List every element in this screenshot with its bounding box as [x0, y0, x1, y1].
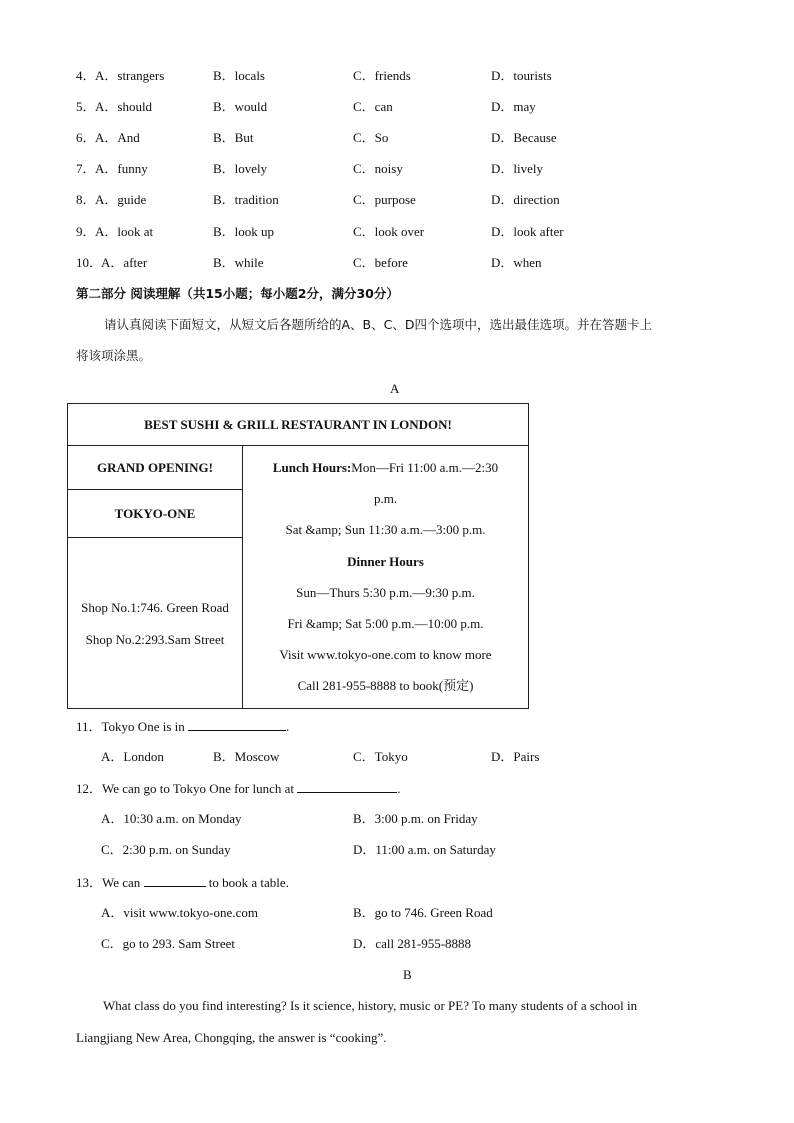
option-c: C．So: [353, 130, 389, 145]
ad-grand-opening: GRAND OPENING!: [68, 446, 242, 490]
option-d: D．Pairs: [491, 749, 540, 764]
option-a: A．London: [101, 749, 164, 764]
question-number: 8．: [76, 192, 96, 207]
ad-call-to-book: Call 281-955-8888 to book(预定): [297, 678, 474, 693]
question-stem: [76, 872, 289, 893]
question-stem: [76, 778, 401, 799]
option-a: 4．: [76, 68, 96, 83]
option-d: D．may: [491, 99, 536, 114]
option-b: B．3:00 p.m. on Friday: [353, 811, 478, 826]
question-number: 10．: [76, 255, 103, 270]
ad-lunch-weekday: Mon—Fri 11:00 a.m.—2:30: [351, 460, 499, 475]
option-c: C．friends: [353, 68, 411, 83]
answer-blank: [188, 716, 286, 731]
question-number: 7．: [76, 161, 96, 176]
ad-shop-2: Shop No.2:293.Sam Street: [85, 632, 225, 647]
passage-b-line-2: Liangjiang New Area, Chongqing, the answer is “cooking”.: [76, 1030, 387, 1045]
passage-b-label: B: [403, 967, 412, 982]
answer-blank: [144, 872, 206, 887]
ad-header: BEST SUSHI & GRILL RESTAURANT IN LONDON!: [68, 404, 528, 446]
ad-dinner-weekday: Sun—Thurs 5:30 p.m.—9:30 p.m.: [296, 585, 475, 600]
option-c: C．noisy: [353, 161, 403, 176]
passage-a-label: A: [390, 381, 400, 396]
option-c: C．look over: [353, 224, 425, 239]
option-b: B．while: [213, 255, 264, 270]
option-b: B．tradition: [213, 192, 279, 207]
ad-dinner-label: Dinner Hours: [347, 554, 424, 569]
ad-shop-1: Shop No.1:746. Green Road: [81, 600, 229, 615]
option-a: A．funny: [95, 161, 148, 176]
question-number: 5．: [76, 99, 96, 114]
option-b: B．lovely: [213, 161, 268, 176]
option-d: D．Because: [491, 130, 557, 145]
option-d: D．tourists: [491, 68, 552, 83]
option-c: C．2:30 p.m. on Sunday: [101, 842, 231, 857]
ad-restaurant-name: TOKYO-ONE: [68, 490, 242, 538]
ad-lunch-hours: [243, 458, 528, 478]
ad-lunch-weekend: Sat &amp; Sun 11:30 a.m.—3:00 p.m.: [285, 522, 486, 537]
section-instruction-cont: 将该项涂黑。: [76, 348, 152, 363]
restaurant-ad: [67, 403, 529, 709]
option-a: A．visit www.tokyo-one.com: [101, 905, 258, 920]
section-heading: 第二部分 阅读理解（共15小题；每小题2分，满分30分）: [76, 286, 399, 301]
option-d: D．when: [491, 255, 542, 270]
option-d: D．call 281-955-8888: [353, 936, 472, 951]
option-a: A．10:30 a.m. on Monday: [101, 811, 242, 826]
option-c: C．go to 293. Sam Street: [101, 936, 235, 951]
option-b: B．Moscow: [213, 749, 280, 764]
option-d: D．11:00 a.m. on Saturday: [353, 842, 496, 857]
ad-lunch-weekday-cont: p.m.: [373, 491, 398, 506]
question-stem: [76, 716, 289, 737]
question-number: 9．: [76, 224, 96, 239]
answer-blank: [297, 778, 397, 793]
option-b: B．would: [213, 99, 268, 114]
option-b: B．locals: [213, 68, 265, 83]
option-d: D．look after: [491, 224, 564, 239]
ad-left-column: [68, 446, 243, 708]
option-c: C．Tokyo: [353, 749, 408, 764]
question-stem-end: .: [397, 781, 401, 796]
option-a: A．look at: [95, 224, 154, 239]
option-a: A．should: [95, 99, 153, 114]
question-stem-end: to book a table.: [208, 875, 289, 890]
ad-addresses: [68, 538, 242, 708]
question-stem-text: 12．We can go to Tokyo One for lunch at: [76, 781, 295, 796]
option-d: D．direction: [491, 192, 560, 207]
option-a: A．strangers: [95, 68, 165, 83]
option-c: C．before: [353, 255, 408, 270]
ad-visit-website: Visit www.tokyo-one.com to know more: [279, 647, 492, 662]
option-b: B．But: [213, 130, 254, 145]
question-stem-end: .: [286, 719, 290, 734]
option-c: C．can: [353, 99, 393, 114]
option-c: C．purpose: [353, 192, 416, 207]
option-b: B．go to 746. Green Road: [353, 905, 493, 920]
option-b: B．look up: [213, 224, 275, 239]
ad-dinner-weekend: Fri &amp; Sat 5:00 p.m.—10:00 p.m.: [287, 616, 484, 631]
section-instruction: 请认真阅读下面短文，从短文后各题所给的A、B、C、D四个选项中，选出最佳选项。并在答题卡上: [104, 317, 652, 332]
passage-b-line-1: What class do you find interesting? Is it science, history, music or PE? To many students of a school in: [103, 998, 638, 1013]
question-stem-text: 11．Tokyo One is in: [76, 719, 185, 734]
option-d: D．lively: [491, 161, 543, 176]
question-stem-text: 13．We can: [76, 875, 141, 890]
option-a: A．guide: [95, 192, 147, 207]
question-number: 6．: [76, 130, 96, 145]
option-a: A．after: [101, 255, 148, 270]
ad-hours-column: [243, 446, 528, 708]
ad-lunch-label: Lunch Hours:: [272, 460, 352, 475]
option-a: A．And: [95, 130, 140, 145]
